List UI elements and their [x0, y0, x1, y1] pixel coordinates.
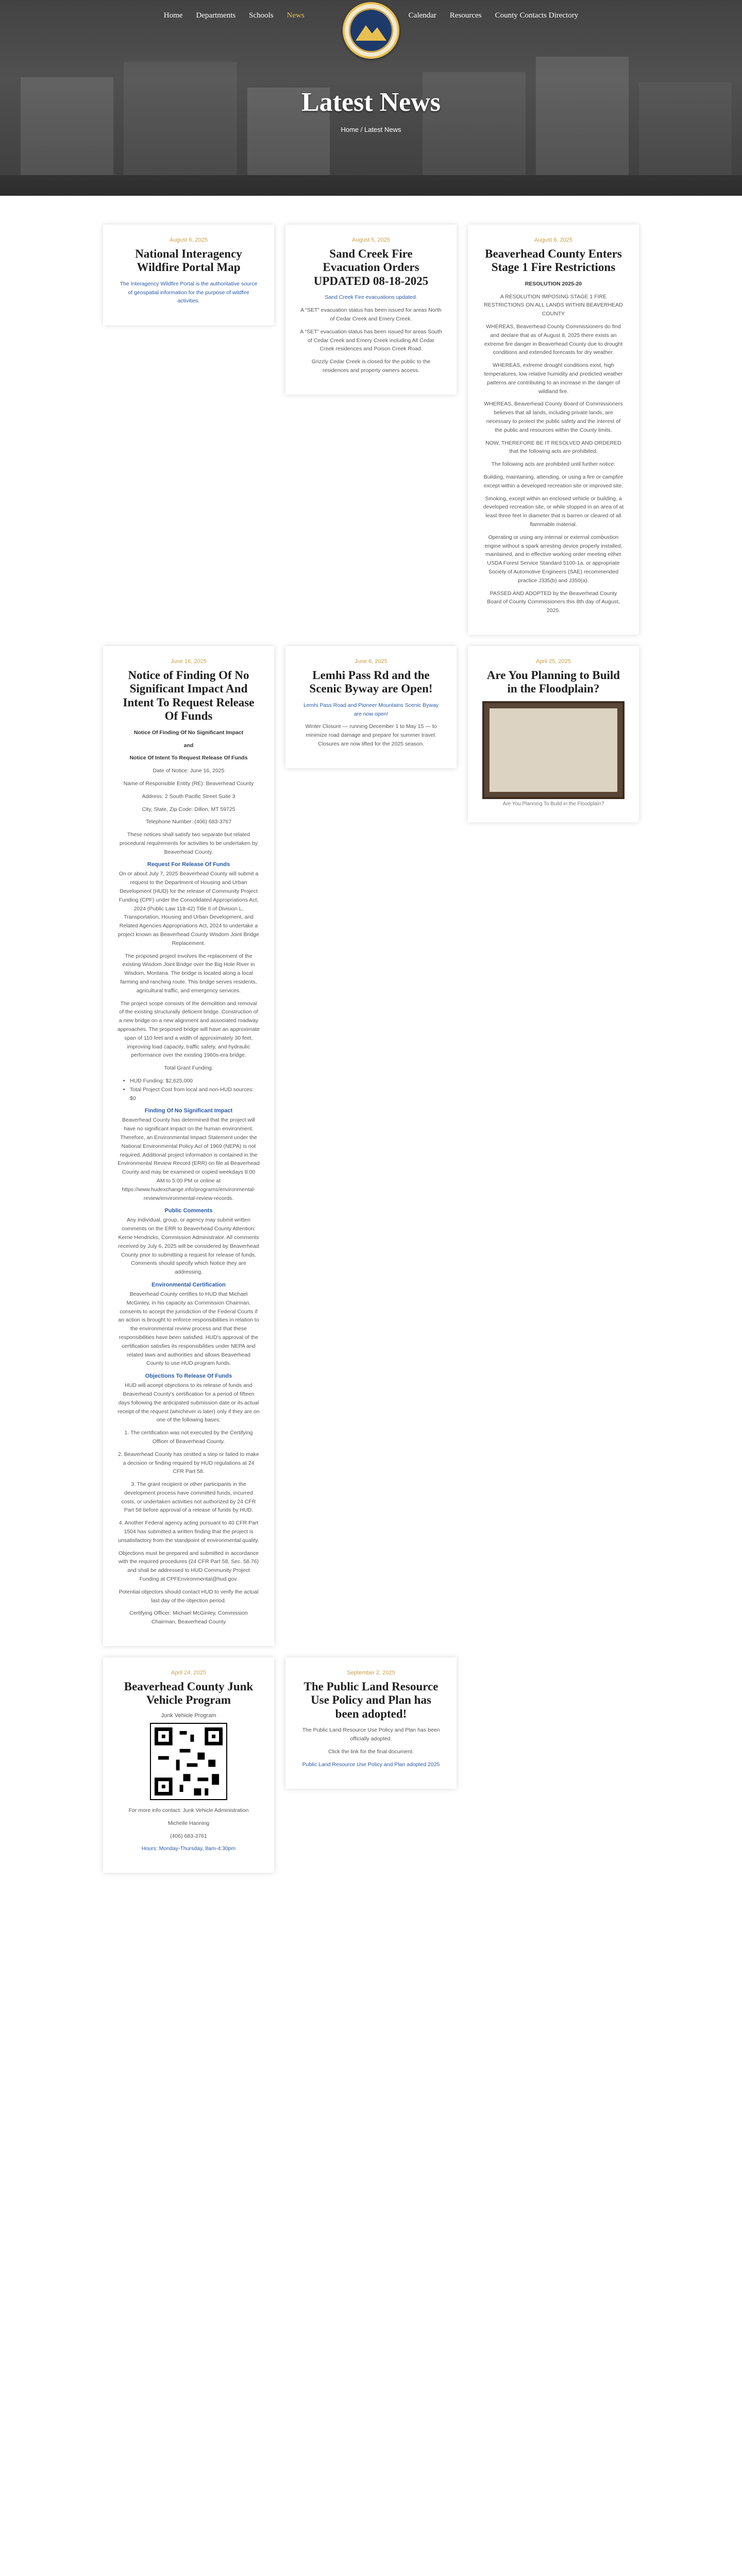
news-card-lemhi-pass [285, 646, 457, 768]
qr-code-graphic [151, 1724, 226, 1799]
section-paragraph: The proposed project involves the replacement of the existing Wisdom Joint Bridge over the Big Hole River in Wisdom, Montana. The bridge is located along a local farming and ranching route. This bridge serves residents, agricultural traffic, and emergency services. [120, 953, 257, 994]
section-paragraph: Beaverhead County certifies to HUD that Michael McGinley, in his capacity as Commission Chairman, consents to accept the jurisdiction of the Federal Courts if an action is brought to enforce responsibilities in relation to the environmental review process and that these responsibilities have been satisfied. HUD's approval of the certification satisfies its responsibilities under NEPA and related laws and authorities and allows Beaverhead County to use HUD program funds. [118, 1291, 259, 1367]
news-paragraph: Click the link for the final document. [328, 1748, 414, 1755]
section-heading: Environmental Certification [151, 1281, 226, 1288]
news-card-floodplain [468, 646, 639, 822]
notice-detail: Telephone Number: (406) 683-3767 [145, 819, 232, 825]
section-paragraph: HUD will accept objections to its release of funds and Beaverhead County's certification for a period of fifteen days following the anticipated submission date or its actual receipt of the request (whichever is later) only if they are on one of the following bases: [117, 1382, 260, 1423]
news-paragraph: Winter Closure — running December 1 to May 15 — to minimize road damage and prepare for summer travel. Closures are now lifted for the 2025 season. [305, 723, 437, 748]
notice-detail: Address: 2 South Pacific Street Suite 3 [142, 793, 235, 800]
news-paragraph: NOW, THEREFORE BE IT RESOLVED AND ORDERED that the following acts are prohibited: [485, 439, 621, 455]
news-title[interactable]: Are You Planning to Build in the Floodplain? [486, 668, 620, 696]
notice-heading: and [183, 742, 194, 749]
flyer-paper [490, 708, 617, 792]
news-date: June 6, 2025 [355, 658, 387, 665]
news-paragraph: A RESOLUTION IMPOSING STAGE 1 FIRE RESTRICTIONS ON ALL LANDS WITHIN BEAVERHEAD COUNTY [484, 293, 623, 317]
image-caption: Are You Planning To Build in the Floodplain? [502, 801, 604, 807]
section-paragraph: 2. Beaverhead County has omitted a step or failed to make a decision or finding required by HUD regulations at 24 CFR Part 58. [118, 1451, 259, 1475]
news-paragraph: Grizzly Cedar Creek is closed for the public to the residences and property owners access. [311, 359, 431, 374]
mountain-icon [356, 20, 386, 41]
news-date: August 5, 2025 [351, 237, 390, 243]
contact-phone: (406) 683-3761 [170, 1833, 207, 1839]
page-header [0, 0, 742, 196]
nav-resources[interactable]: Resources [449, 11, 482, 20]
news-card-fire-restrictions [468, 225, 639, 635]
section-paragraph: Potential objectors should contact HUD to verify the actual last day of the objection period. [119, 1588, 259, 1604]
nav-calendar[interactable]: Calendar [408, 11, 436, 20]
nav-news[interactable]: News [286, 11, 305, 20]
contact-name: Michelle Hanning [167, 1820, 210, 1826]
section-paragraph: The project scope consists of the demolition and removal of the existing structurally deficient bridge. Construction of a new bridge on a new alignment and associated roadway approaches. The proposed bridge will have an approximate span of 110 feet and a width of approximately 30 feet, improving load capacity, traffic safety, and hydraulic performance over the existing 1960s-era bridge. [117, 1000, 260, 1059]
news-paragraph: WHEREAS, extreme drought conditions exist, high temperatures, low relative humidity and predicted weather patterns are contributing to an increase in the danger of wildland fire. [484, 362, 623, 395]
section-paragraph: 4. Another Federal agency acting pursuant to 40 CFR Part 1504 has submitted a written finding that the project is unsatisfactory from the standpoint of environmental quality. [118, 1520, 259, 1544]
funding-list-title: Total Grant Funding: [164, 1065, 213, 1072]
top-nav-left [164, 11, 305, 20]
news-card-fonsi-notice [103, 646, 274, 1646]
section-paragraph: Any individual, group, or agency may submit written comments on the ERR to Beaverhead County Attention: Kerrie Hendricks, Commission Administrator. All comments received by July 6, 2025 will be considered by Beaverhead County prior to submitting a request for release of funds. Comments should specify which Notice they are addressing. [118, 1217, 259, 1276]
news-title[interactable]: National Interagency Wildfire Portal Map [135, 247, 242, 274]
notice-heading: Notice Of Finding Of No Significant Impact [133, 729, 244, 736]
contact-hours: Hours: Monday-Thursday, 8am-4:30pm [141, 1845, 236, 1852]
news-paragraph: The following acts are prohibited until further notice: [491, 461, 616, 468]
news-excerpt-link[interactable]: Sand Creek Fire evacuations updated. [325, 294, 417, 301]
news-date: August 8, 2025 [534, 237, 572, 243]
floodplain-flyer-image[interactable] [482, 701, 625, 799]
nav-schools[interactable]: Schools [249, 11, 274, 20]
news-grid [103, 225, 639, 1873]
notice-detail: Name of Responsible Entity (RE): Beaverhead County [123, 780, 254, 787]
nav-departments[interactable]: Departments [196, 11, 236, 20]
nav-contacts-directory[interactable]: County Contacts Directory [495, 11, 579, 20]
notice-heading: Notice Of Intent To Request Release Of Funds [129, 755, 248, 761]
news-date: April 24, 2025 [171, 1670, 206, 1676]
news-title[interactable]: Beaverhead County Junk Vehicle Program [124, 1680, 254, 1707]
news-title[interactable]: Lemhi Pass Rd and the Scenic Byway are Open! [309, 668, 433, 696]
section-paragraph: Certifying Officer: Michael McGinley, Commission Chairman, Beaverhead County [129, 1610, 248, 1625]
news-card-junk-vehicle [103, 1657, 274, 1873]
news-date: April 25, 2025 [536, 658, 571, 665]
policy-document-link[interactable]: Public Land Resource Use Policy and Plan adopted 2025 [302, 1761, 440, 1768]
section-heading: Objections To Release Of Funds [145, 1373, 232, 1380]
contact-info: For more info contact: Junk Vehicle Administration [128, 1807, 249, 1814]
section-paragraph: On or about July 7, 2025 Beaverhead County will submit a request to the Department of Housing and Urban Development (HUD) for the release of Community Project Funding (CPF) under the Consolidated Appropriations Act, 2024 (Public Law 118-42) Title II of Division L, Transportation, Housing and Urban Development, and Related Agencies Appropriations Act, 2024 to undertake a project known as Beaverhead County Wisdom Joint Bridge Replacement. [118, 871, 259, 946]
news-paragraph: The Public Land Resource Use Policy and Plan has been officially adopted. [302, 1727, 440, 1742]
section-paragraph: Objections must be prepared and submitted in accordance with the required procedures (24 CFR Part 58, Sec. 58.76) and shall be addressed to HUD Community Project Funding at CPFEnvironmental@hud.gov. [119, 1550, 259, 1583]
section-paragraph: 1. The certification was not executed by the Certifying Officer of Beaverhead County. [124, 1430, 253, 1445]
top-nav-right [409, 11, 578, 20]
news-title[interactable]: Sand Creek Fire Evacuation Orders UPDATED 08-18-2025 [313, 247, 429, 287]
news-date: June 16, 2025 [171, 658, 207, 665]
notice-detail: Date of Notice: June 16, 2025 [153, 768, 225, 774]
page-title: Latest News [301, 88, 441, 117]
section-heading: Finding Of No Significant Impact [144, 1108, 233, 1114]
section-heading: Request For Release Of Funds [147, 861, 230, 868]
news-excerpt-link[interactable]: Lemhi Pass Road and Pioneer Mountains Scenic Byway are now open! [303, 702, 439, 717]
funding-list [130, 1077, 260, 1103]
county-seal-logo[interactable] [343, 2, 399, 59]
news-excerpt-link[interactable]: The Interagency Wildfire Portal is the authoritative source of geospatial information for the purpose of wildfire activities. [120, 280, 258, 304]
news-paragraph: Building, maintaining, attending, or using a fire or campfire except within a developed recreation site or improved site. [483, 474, 623, 489]
news-card-sand-creek-fire [285, 225, 457, 395]
list-item: • HUD Funding: $2,625,000 [130, 1077, 260, 1086]
qr-title: Junk Vehicle Program [161, 1712, 216, 1719]
section-paragraph: 3. The grant recipient or other participants in the development process have committed funds, incurred costs, or undertaken activities not authorized by 24 CFR Part 58 before approval of a release of funds by HUD. [121, 1481, 256, 1514]
section-paragraph: Beaverhead County has determined that the project will have no significant impact on the human environment. Therefore, an Environmental Impact Statement under the National Environmental Policy Act of 1969 (NEPA) is not required. Additional project information is contained in the Environmental Review Record (ERR) on file at Beaverhead County and may be examined or copied weekdays 8:00 AM to 5:00 PM or online at https://www.hudexchange.info/programs/environmental-review/environmental-review-records. [117, 1117, 260, 1201]
news-card-land-policy [285, 1657, 457, 1789]
news-title[interactable]: The Public Land Resource Use Policy and Plan has been adopted! [303, 1680, 439, 1720]
notice-detail: City, State, Zip Code: Dillon, MT 59725 [142, 806, 235, 812]
seal-emblem [349, 8, 393, 53]
list-item: • Total Project Cost from local and non-HUD sources: $0 [130, 1086, 260, 1103]
section-heading: Public Comments [164, 1208, 213, 1214]
breadcrumb: Home / Latest News [341, 126, 401, 133]
news-paragraph: PASSED AND ADOPTED by the Beaverhead County Board of County Commissioners this 8th day of August, 2025. [487, 590, 620, 614]
news-card-wildfire-portal [103, 225, 274, 325]
news-paragraph: A “SET” evacuation status has been issued for areas North of Cedar Creek and Emery Creek. [300, 307, 442, 322]
news-date: August 6, 2025 [169, 237, 208, 243]
news-paragraph: Operating or using any internal or external combustion engine without a spark arresting device properly installed, maintained, and in effective working order meeting either USDA Forest Service Standard 5100-1a, or appropriate Society of Automotive Engineers (SAE) recommended practice J335(b) and J350(a). [484, 534, 622, 584]
news-title[interactable]: Notice of Finding Of No Significant Impact And Intent To Request Release Of Funds [123, 668, 255, 723]
news-paragraph: WHEREAS, Beaverhead County Board of Commissioners believes that all lands, including private lands, are necessary to protect the public safety and the interest of the public and resources within the County limits. [484, 401, 623, 433]
qr-code-icon[interactable] [150, 1723, 227, 1800]
nav-home[interactable]: Home [163, 11, 183, 20]
news-title[interactable]: Beaverhead County Enters Stage 1 Fire Restrictions [485, 247, 622, 274]
news-paragraph: WHEREAS, Beaverhead County Commissioners do find and declare that as of August 8, 2025 there exists an extreme fire danger in Beaverhead County due to drought conditions and extended forecasts for dry weather. [484, 324, 623, 356]
news-paragraph: A “SET” evacuation status has been issued for areas South of Cedar Creek and Emery Creek including All Cedar Creek residences and Poison Creek Road. [300, 328, 442, 352]
news-paragraph: RESOLUTION 2025-20 [525, 280, 582, 287]
notice-intro: These notices shall satisfy two separate but related procedural requirements for activities to be undertaken by Beaverhead County. [120, 832, 258, 855]
news-paragraph: Smoking, except within an enclosed vehicle or building, a developed recreation site, or while stopped in an area of at least three feet in diameter that is barren or cleared of all flammable material. [483, 495, 624, 528]
news-date: September 2, 2025 [347, 1670, 395, 1676]
